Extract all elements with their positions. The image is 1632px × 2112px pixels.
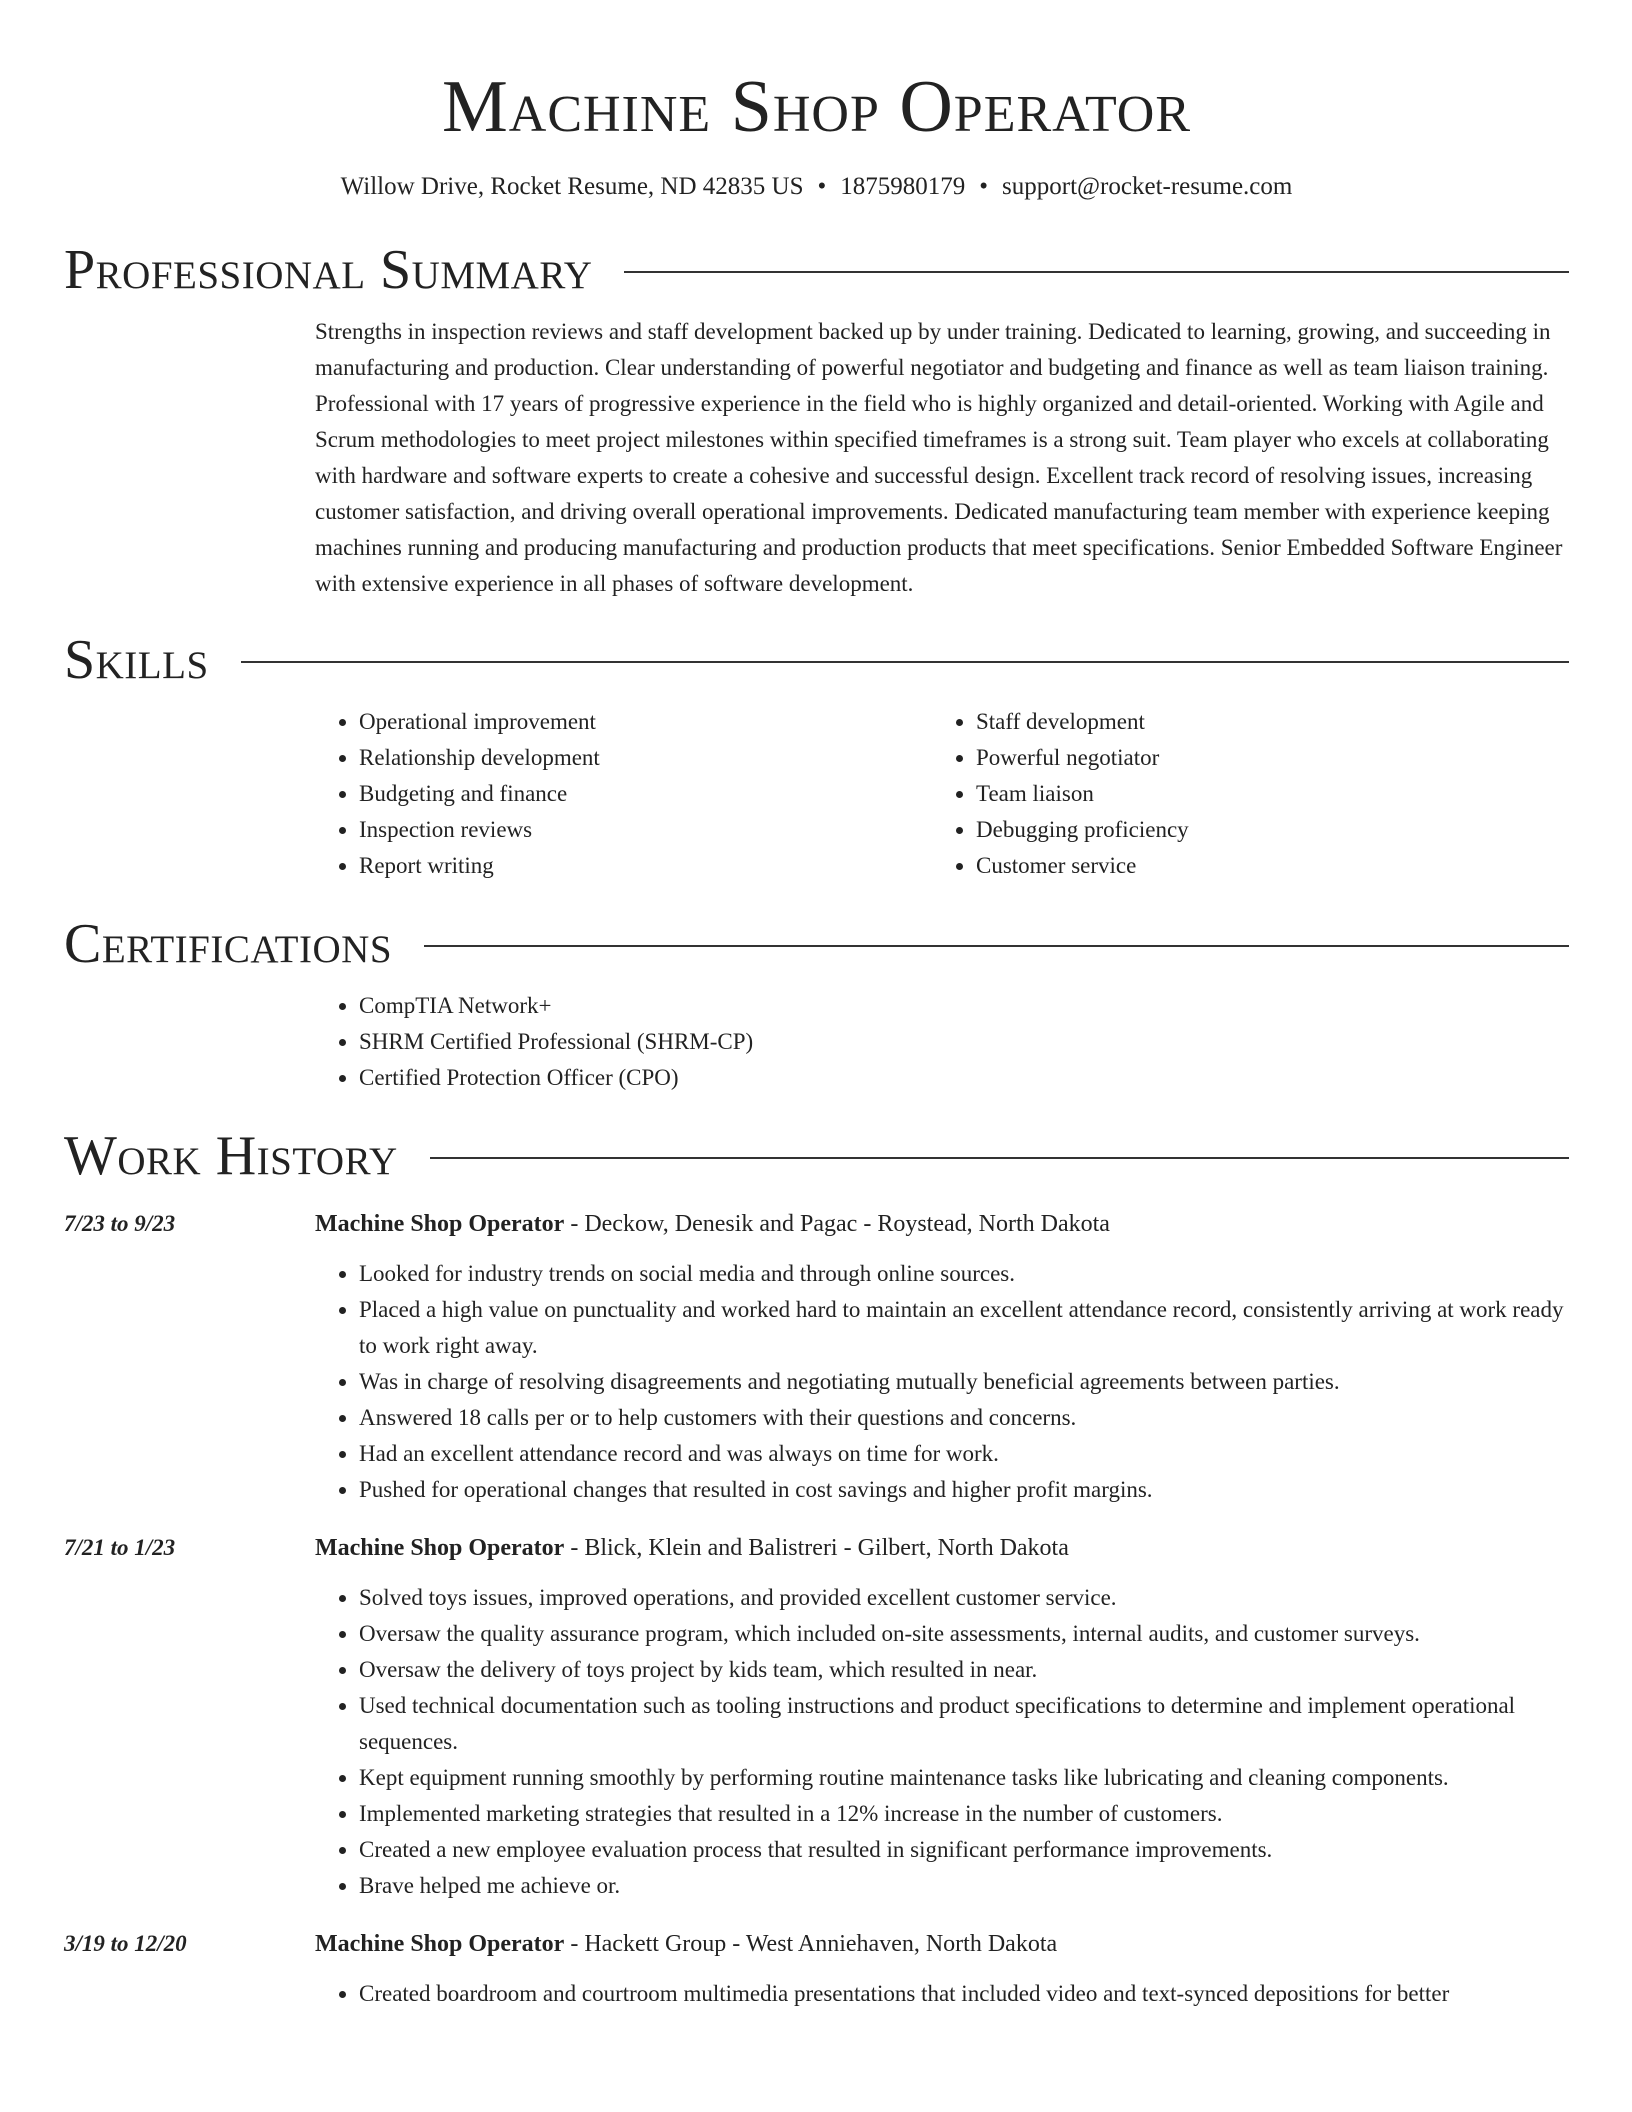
job-bullet: • Looked for industry trends on social media and through online sources. [359,1256,1569,1292]
job-bullet: • Created a new employee evaluation process that resulted in significant performance improvements. [359,1832,1569,1868]
job-bullet: • Oversaw the quality assurance program, which included on-site assessments, internal audits, and customer surveys. [359,1616,1569,1652]
job-bullet: • Was in charge of resolving disagreements and negotiating mutually beneficial agreements between parties. [359,1364,1569,1400]
certifications-list [315,988,1569,1096]
skill-item: • Budgeting and finance [359,776,932,812]
section-divider [624,271,1569,273]
job-content [315,1206,1569,1508]
skills-grid [315,704,1569,884]
section-divider [424,945,1569,947]
job-bullet: • Placed a high value on punctuality and worked hard to maintain an excellent attendance record, consistently arriving at work ready to work right away. [359,1292,1569,1364]
skill-item: • Team liaison [976,776,1549,812]
certification-item: • CompTIA Network+ [359,988,1569,1024]
section-divider [430,1157,1569,1159]
contact-separator: • [817,173,827,200]
skills-section-header [64,628,1569,692]
job-bullet: • Brave helped me achieve or. [359,1868,1569,1904]
skill-item: • Staff development [976,704,1549,740]
job-title-line [315,1206,1569,1242]
job-entry [64,1206,1569,1508]
resume-page [64,0,1569,2012]
job-entry [64,1530,1569,1904]
job-employer: - Deckow, Denesik and Pagac - Roystead, North Dakota [564,1211,1110,1237]
job-dates: 3/19 to 12/20 [64,1931,187,1956]
job-title: Machine Shop Operator [315,1211,565,1237]
job-bullet: • Created boardroom and courtroom multimedia presentations that included video and text-synced depositions for better [359,1976,1569,2012]
resume-name: Machine Shop Operator [441,66,1192,148]
skill-item: • Debugging proficiency [976,812,1549,848]
job-bullet: • Solved toys issues, improved operations, and provided excellent customer service. [359,1580,1569,1616]
contact-separator: • [979,173,989,200]
work-history-heading: Work History [64,1125,398,1187]
job-content [315,1926,1569,2012]
job-bullet: • Answered 18 calls per or to help customers with their questions and concerns. [359,1400,1569,1436]
job-bullets [315,1976,1569,2012]
job-dates: 7/21 to 1/23 [64,1535,176,1560]
certification-item: • Certified Protection Officer (CPO) [359,1060,1569,1096]
certifications-section-header [64,912,1569,976]
certifications-heading: Certifications [64,913,393,975]
job-content [315,1530,1569,1904]
contact-line [64,170,1569,204]
job-title: Machine Shop Operator [315,1931,565,1957]
job-title: Machine Shop Operator [315,1535,565,1561]
job-title-line [315,1530,1569,1566]
skills-column-right [932,704,1549,884]
summary-section-header [64,238,1569,302]
job-bullet: • Pushed for operational changes that resulted in cost savings and higher profit margins. [359,1472,1569,1508]
summary-text: Strengths in inspection reviews and staff development backed up by under training. Dedicated to learning, growing, and succeeding in manufacturing and production. Clear understanding of powerful negotiator and budgeting and finance as well as team liaison training. Professional with 17 years of progressive experience in the field who is highly organized and detail-oriented. Working with Agile and Scrum methodologies to meet project milestones within specified timeframes is a strong suit. Team player who excels at collaborating with hardware and software experts to create a cohesive and successful design. Excellent track record of resolving issues, increasing customer satisfaction, and driving overall operational improvements. Dedicated manufacturing team member with experience keeping machines running and producing manufacturing and production products that meet specifications. Senior Embedded Software Engineer with extensive experience in all phases of software development. [315,319,1563,596]
job-dates: 7/23 to 9/23 [64,1211,176,1236]
job-title-line [315,1926,1569,1962]
certification-item: • SHRM Certified Professional (SHRM-CP) [359,1024,1569,1060]
skill-item: • Customer service [976,848,1549,884]
job-bullet: • Oversaw the delivery of toys project by kids team, which resulted in near. [359,1652,1569,1688]
work-history-section-header [64,1124,1569,1188]
job-bullets [315,1580,1569,1904]
skill-item: • Operational improvement [359,704,932,740]
job-bullet: • Implemented marketing strategies that resulted in a 12% increase in the number of customers. [359,1796,1569,1832]
summary-heading: Professional Summary [64,239,593,301]
job-bullet: • Used technical documentation such as tooling instructions and product specifications to determine and implement operational sequences. [359,1688,1569,1760]
contact-phone: 1875980179 [840,173,966,200]
skills-column-left [315,704,932,884]
skill-item: • Inspection reviews [359,812,932,848]
skill-item: • Report writing [359,848,932,884]
job-employer: - Hackett Group - West Anniehaven, North Dakota [564,1931,1058,1957]
skill-item: • Powerful negotiator [976,740,1549,776]
job-bullet: • Kept equipment running smoothly by performing routine maintenance tasks like lubricating and cleaning components. [359,1760,1569,1796]
job-employer: - Blick, Klein and Balistreri - Gilbert, North Dakota [564,1535,1069,1561]
work-history-list [64,1206,1569,2012]
skills-heading: Skills [64,629,209,691]
skill-item: • Relationship development [359,740,932,776]
job-bullet: • Had an excellent attendance record and was always on time for work. [359,1436,1569,1472]
contact-address: Willow Drive, Rocket Resume, ND 42835 US [340,173,804,200]
job-bullets [315,1256,1569,1508]
job-entry [64,1926,1569,2012]
contact-email[interactable]: support@rocket-resume.com [1002,173,1293,200]
section-divider [241,661,1569,663]
